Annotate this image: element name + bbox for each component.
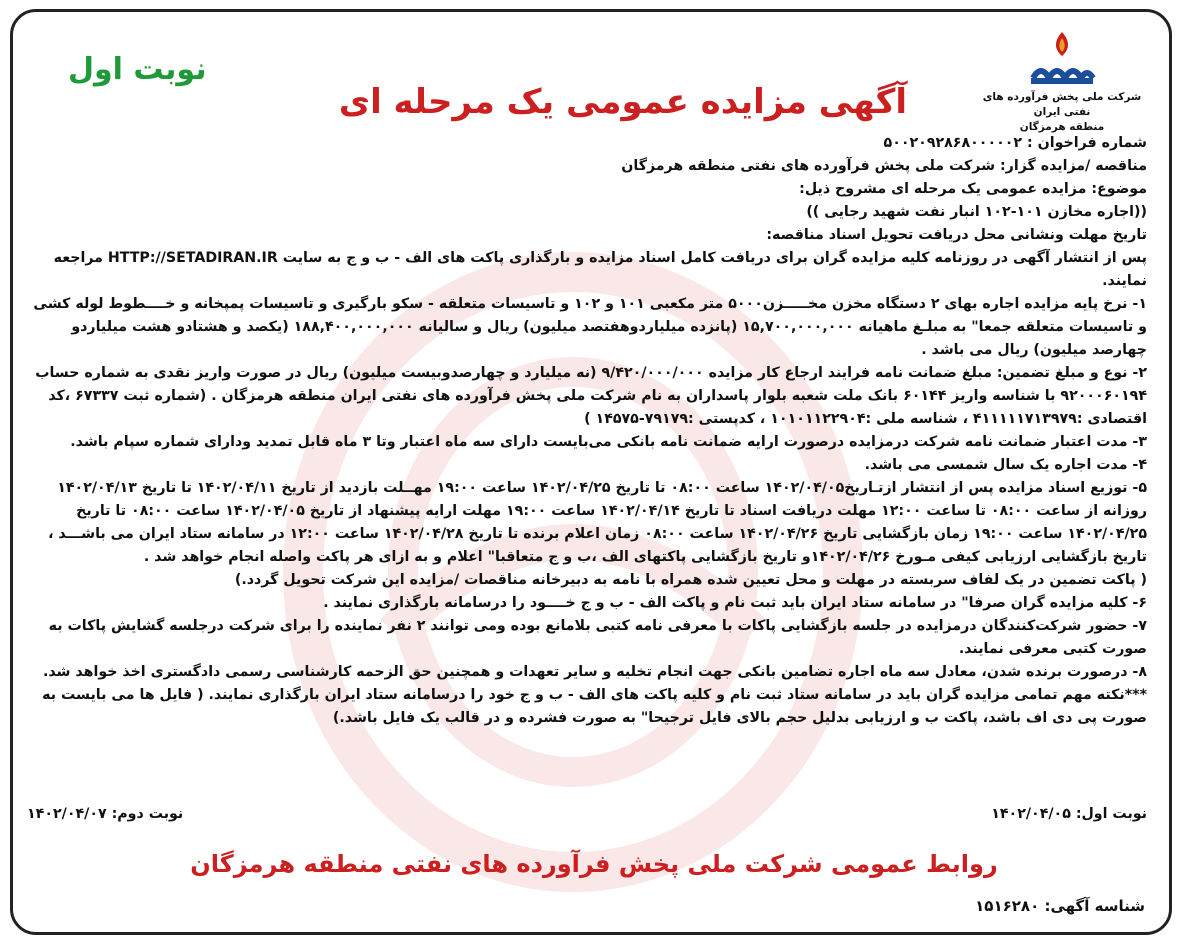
body-line: ۸- درصورت برنده شدن، معادل سه ماه اجاره تضامین بانکی جهت انجام تخلیه و سایر تعهدات و همچنین حق الزحمه کارشناسی رسمی دادگستری اخذ خواهد شد. [42,664,1147,680]
body-line: ((اجاره مخازن ۱۰۱-۱۰۲ انبار نفت شهید رجایی )) [806,204,1147,220]
company-name: شرکت ملی پخش فرآورده های نفتی ایران [982,91,1142,118]
body-line: موضوع: مزایده عمومی یک مرحله ای مشروح ذیل: [799,181,1147,197]
body-line: ۲- نوع و مبلغ تضمین: مبلغ ضمانت نامه فرایند ارجاع کار مزایده ۹/۴۲۰/۰۰۰/۰۰۰ (نه میلیارد و چهارصدوبیست میلیون) ریال در صورت واریز نقدی به شماره حساب ۹۲۰۰۰۶۰۱۹۴ با شناسه واریز ۶۰۱۴۴ بانک ملت شعبه بلوار پاسداران به نام شرکت ملی پخش فرآورده های نفتی ایران منطقه هرمزگان . (شماره ثبت ۶۷۳۳۷ ،کد اقتصادی :۴۱۱۱۱۱۷۱۳۹۷۹ ، شناسه ملی :۱۰۱۰۱۱۲۲۹۰۴ ، کدپستی :۷۹۱۷۹-۱۴۵۷۵ ) [35,365,1147,427]
round-badge: نوبت اول [68,52,207,87]
second-round-date: نوبت دوم: ۱۴۰۲/۰۴/۰۷ [27,806,184,822]
body-line: ۵- توزیع اسناد مزایده پس از انتشار ازتـاریخ۱۴۰۲/۰۴/۰۵ ساعت ۰۸:۰۰ تا تاریخ ۱۴۰۲/۰۴/۲۵ ساعت ۱۹:۰۰ مهــلت بازدید از تاریخ ۱۴۰۲/۰۴/۱۱ تا تاریخ ۱۴۰۲/۰۴/۱۳ روزانه از ساعت ۰۸:۰۰ تا ساعت ۱۲:۰۰ مهلت دریافت اسناد تا تاریخ ۱۴۰۲/۰۴/۱۴ ساعت ۱۹:۰۰ مهلت ارایه پیشنهاد از تاریخ ۱۴۰۲/۰۴/۰۵ ساعت ۰۸:۰۰ تا تاریخ ۱۴۰۲/۰۴/۲۵ ساعت ۱۹:۰۰ زمان بازگشایی تاریخ ۱۴۰۲/۰۴/۲۶ ساعت ۰۸:۰۰ زمان اعلام برنده تا تاریخ ۱۴۰۲/۰۴/۲۸ ساعت ۱۲:۰۰ در سامانه ستاد ایران می باشـــد ، تاریخ بازگشایی ارزیابی کیفی مـورخ ۱۴۰۲/۰۴/۲۶و تاریخ بازگشایی پاکتهای الف ،ب و ج متعاقبا" اعلام و به ازای هر پاکت واصله انجام خواهد شد . [48,480,1147,565]
company-logo [977,28,1147,135]
nioc-flame-icon [1027,28,1097,90]
public-relations-signature: روابط عمومی شرکت ملی پخش فرآورده های نفتی منطقه هرمزگان [190,850,998,878]
announcement-frame [10,9,1172,935]
ad-id: شناسه آگهی: ۱۵۱۶۲۸۰ [975,897,1145,915]
body-line: ۴- مدت اجاره یک سال شمسی می باشد. [864,457,1147,473]
body-line: ۶- کلیه مزایده گران صرفا" در سامانه ستاد ایران باید ثبت نام و پاکت الف - ب و ج خــــود را درسامانه بارگذاری نمایند . [323,595,1147,611]
body-line: ۱- نرخ پایه مزایده اجاره بهای ۲ دستگاه مخزن مخـــــزن۵۰۰۰ متر مکعبی ۱۰۱ و ۱۰۲ و تاسیسات متعلقه - سکو بارگیری و تاسیسات پمپخانه و خــــطوط لوله کشی و تاسیسات متعلقه جمعا" به مبلـغ ماهیانه ۱۵,۷۰۰,۰۰۰,۰۰۰ (پانزده میلیاردوهفتصد میلیون) ریال و سالیانه ۱۸۸,۴۰۰,۰۰۰,۰۰۰ (یکصد و هشتادو هشت میلیاردو چهارصد میلیون) ریال می باشد . [33,296,1147,358]
body-line: ۳- مدت اعتبار ضمانت نامه شرکت درمزایده درصورت ارایه ضمانت نامه بانکی می‌بایست دارای سه ماه اعتبار وتا ۳ ماه قابل تمدید ودارای شماره سپام باشد. [70,434,1147,450]
body-line: ***نکته مهم تمامی مزایده گران باید در سامانه ستاد ثبت نام و کلیه پاکت های الف - ب و ج خود را درسامانه ستاد ایران بارگذاری نمایند. ( فایل ها می بایست به صورت پی دی اف باشد، پاکت ب و ارزیابی بدلیل حجم بالای فایل ترجیحا" به صورت فشرده و در قالب یک فایل باشد.) [42,687,1147,726]
body-line: پس از انتشار آگهی در روزنامه کلیه مزایده گران برای دریافت کامل اسناد مزایده و بارگذاری پاکت های الف - ب و ج به سایت HTTP://SETADIRAN.IR مراجعه نمایند. [53,250,1147,289]
publication-dates [27,806,1147,832]
body-line: ۷- حضور شرکت‌کنندگان درمزایده در جلسه بازگشایی پاکات با معرفی نامه کتبی بلامانع بوده ومی توانند ۲ نفر نماینده را برای شرکت درجلسه گشایش پاکات به صورت کتبی معرفی نمایند. [48,618,1147,657]
body-line: مناقصه /مزایده گزار: شرکت ملی پخش فرآورده های نفتی منطقه هرمزگان [621,158,1147,174]
body-line: شماره فراخوان : ۵۰۰۲۰۹۲۸۶۸۰۰۰۰۰۲ [883,135,1147,151]
page-title: آگهی مزایده عمومی یک مرحله ای [338,82,908,122]
company-region: منطقه هرمزگان [1019,121,1105,133]
body-line: تاریخ مهلت ونشانی محل دریافت تحویل اسناد مناقصه: [766,227,1147,243]
body-line: ( پاکت تضمین در یک لفاف سربسته در مهلت و محل تعیین شده همراه با نامه به دبیرخانه مناقصات /مزایده این شرکت تحویل گردد.) [234,572,1147,588]
announcement-body [27,132,1147,730]
first-round-date: نوبت اول: ۱۴۰۲/۰۴/۰۵ [991,806,1147,822]
